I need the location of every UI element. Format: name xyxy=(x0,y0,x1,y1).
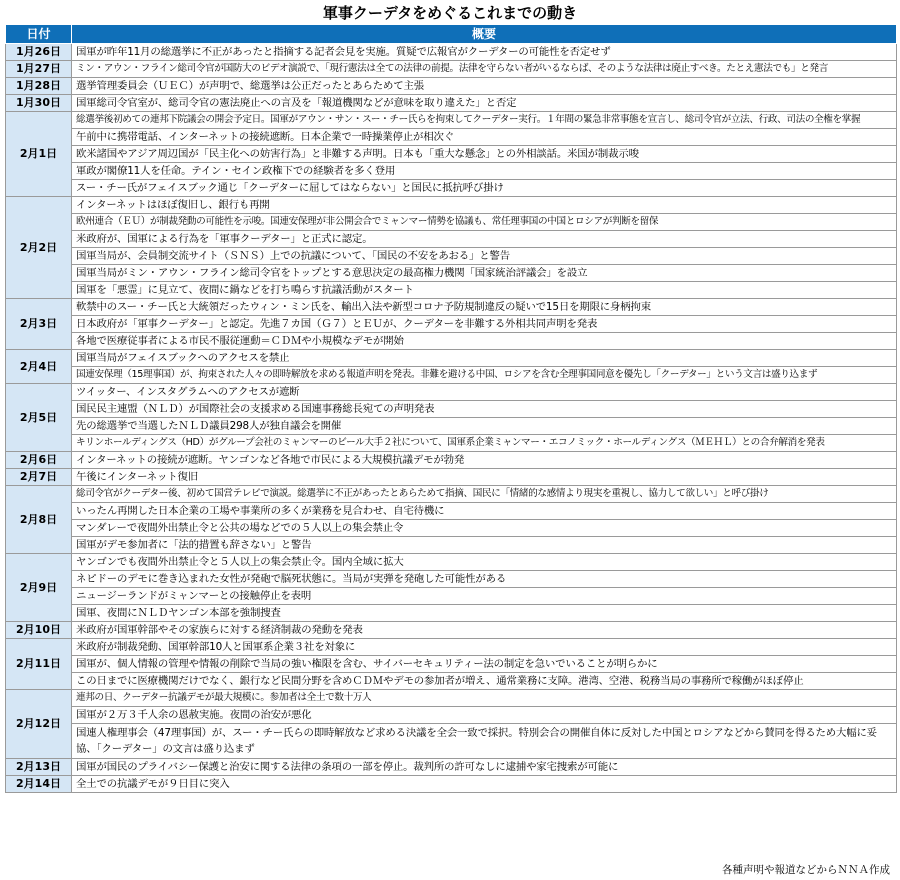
event-cell: 国軍が２万３千人余の恩赦実施。夜間の治安が悪化 xyxy=(72,707,897,724)
event-cell: 国軍総司令官室が、総司令官の憲法廃止への言及を「報道機関などが意味を取り違えた」と否定 xyxy=(72,95,897,112)
event-cell: 米政府が制裁発動、国軍幹部10人と国軍系企業３社を対象に xyxy=(72,639,897,656)
event-cell: 午後にインターネット復旧 xyxy=(72,469,897,486)
table-row xyxy=(6,333,897,350)
date-cell: 2月9日 xyxy=(6,554,72,622)
event-cell: インターネットはほぼ復旧し、銀行も再開 xyxy=(72,197,897,214)
date-column-header: 日付 xyxy=(6,25,72,44)
table-row xyxy=(6,367,897,384)
table-row xyxy=(6,248,897,265)
event-cell: キリンホールディングス（HD）がグループ会社のミャンマーのビール大手２社について、国軍系企業ミャンマー・エコノミック・ホールディングス（ＭＥＨＬ）との合弁解消を発表 xyxy=(72,435,897,452)
date-cell: 2月4日 xyxy=(6,350,72,384)
date-cell: 2月14日 xyxy=(6,776,72,793)
event-cell: 国連人権理事会（47理事国）が、スー・チー氏らの即時解放など求める決議を全会一致で採択。特別会合の開催自体に反対した中国とロシアなどから賛同を得るため大幅に妥協、「クーデター」の文言は盛り込まず xyxy=(72,724,897,759)
event-cell: 総司令官がクーデター後、初めて国営テレビで演説。総選挙に不正があったとあらためて指摘、国民に「情緒的な感情より現実を重視し、協力して欲しい」と呼び掛け xyxy=(72,486,897,503)
table-row xyxy=(6,759,897,776)
page-title: 軍事クーデタをめぐるこれまでの動き xyxy=(322,4,578,22)
table-row xyxy=(6,163,897,180)
table-row xyxy=(6,282,897,299)
event-cell: 米政府が国軍幹部やその家族らに対する経済制裁の発動を発表 xyxy=(72,622,897,639)
event-cell: 全土での抗議デモが９日目に突入 xyxy=(72,776,897,793)
event-cell: 先の総選挙で当選したＮＬＤ議員298人が独自議会を開催 xyxy=(72,418,897,435)
table-row xyxy=(6,503,897,520)
event-cell: 米政府が、国軍による行為を「軍事クーデター」と正式に認定。 xyxy=(72,231,897,248)
date-cell: 2月2日 xyxy=(6,197,72,299)
event-cell: 軟禁中のスー・チー氏と大統領だったウィン・ミン氏を、輸出入法や新型コロナ予防規制違反の疑いで15日を期限に身柄拘束 xyxy=(72,299,897,316)
table-row xyxy=(6,214,897,231)
timeline-body xyxy=(6,44,897,793)
table-row xyxy=(6,299,897,316)
event-cell: 各地で医療従事者による市民不服従運動＝ＣＤＭや小規模なデモが開始 xyxy=(72,333,897,350)
event-cell: 欧米諸国やアジア周辺国が「民主化への妨害行為」と非難する声明。日本も「重大な懸念」との外相談話。米国が制裁示唆 xyxy=(72,146,897,163)
date-cell: 1月28日 xyxy=(6,78,72,95)
event-cell: 総選挙後初めての連邦下院議会の開会予定日。国軍がアウン・サン・スー・チー氏らを拘束してクーデター実行。１年間の緊急非常事態を宣言し、総司令官が立法、行政、司法の全権を掌握 xyxy=(72,112,897,129)
event-cell: ヤンゴンでも夜間外出禁止令と５人以上の集会禁止令。国内全域に拡大 xyxy=(72,554,897,571)
table-row xyxy=(6,146,897,163)
table-row xyxy=(6,78,897,95)
date-cell: 2月8日 xyxy=(6,486,72,554)
event-cell: 連邦の日、クーデター抗議デモが最大規模に。参加者は全土で数十万人 xyxy=(72,690,897,707)
table-row xyxy=(6,384,897,401)
table-row xyxy=(6,520,897,537)
table-row xyxy=(6,707,897,724)
date-cell: 2月6日 xyxy=(6,452,72,469)
event-cell: 国軍当局が、会員制交流サイト（ＳＮＳ）上での抗議について、「国民の不安をあおる」と警告 xyxy=(72,248,897,265)
date-cell: 2月5日 xyxy=(6,384,72,452)
event-cell: 国民民主連盟（ＮＬＤ）が国際社会の支援求める国連事務総長宛ての声明発表 xyxy=(72,401,897,418)
date-cell: 2月10日 xyxy=(6,622,72,639)
event-cell: インターネットの接続が遮断。ヤンゴンなど各地で市民による大規模抗議デモが勃発 xyxy=(72,452,897,469)
event-cell: スー・チー氏がフェイスブック通じ「クーデターに屈してはならない」と国民に抵抗呼び掛け xyxy=(72,180,897,197)
table-row xyxy=(6,401,897,418)
event-cell: ニュージーランドがミャンマーとの接触停止を表明 xyxy=(72,588,897,605)
table-row xyxy=(6,486,897,503)
source-note: 各種声明や報道などからＮＮＡ作成 xyxy=(722,864,890,876)
table-row xyxy=(6,469,897,486)
event-cell: 国軍が国民のプライバシー保護と治安に関する法律の条項の一部を停止。裁判所の許可なしに逮捕や家宅捜索が可能に xyxy=(72,759,897,776)
table-row xyxy=(6,197,897,214)
table-row xyxy=(6,435,897,452)
event-cell: 国軍がデモ参加者に「法的措置も辞さない」と警告 xyxy=(72,537,897,554)
date-cell: 2月12日 xyxy=(6,690,72,759)
table-row xyxy=(6,554,897,571)
table-row xyxy=(6,316,897,333)
date-cell: 2月3日 xyxy=(6,299,72,350)
table-row xyxy=(6,656,897,673)
table-row xyxy=(6,61,897,78)
table-row xyxy=(6,180,897,197)
table-row xyxy=(6,673,897,690)
event-cell: 選挙管理委員会（ＵＥＣ）が声明で、総選挙は公正だったとあらためて主張 xyxy=(72,78,897,95)
table-row xyxy=(6,95,897,112)
timeline-table xyxy=(5,24,897,793)
event-cell: 国軍当局がフェイスブックへのアクセスを禁止 xyxy=(72,350,897,367)
summary-column-header: 概要 xyxy=(72,25,897,44)
date-cell: 2月7日 xyxy=(6,469,72,486)
table-row xyxy=(6,129,897,146)
event-cell: 国軍が昨年11月の総選挙に不正があったと指摘する記者会見を実施。質疑で広報官がクーデターの可能性を否定せず xyxy=(72,44,897,61)
table-row xyxy=(6,112,897,129)
event-cell: 国軍当局がミン・アウン・フライン総司令官をトップとする意思決定の最高権力機関「国家統治評議会」を設立 xyxy=(72,265,897,282)
event-cell: 日本政府が「軍事クーデター」と認定。先進７カ国（Ｇ７）とＥＵが、クーデターを非難する外相共同声明を発表 xyxy=(72,316,897,333)
table-row xyxy=(6,588,897,605)
date-cell: 1月27日 xyxy=(6,61,72,78)
event-cell: ミン・アウン・フライン総司令官が国防大のビデオ演説で、「現行憲法は全ての法律の前提。法律を守らない者がいるならば、そのような法律は廃止すべき。たとえ憲法でも」と発言 xyxy=(72,61,897,78)
table-row xyxy=(6,605,897,622)
event-cell: 欧州連合（ＥＵ）が制裁発動の可能性を示唆。国連安保理が非公開会合でミャンマー情勢を協議も、常任理事国の中国とロシアが判断を留保 xyxy=(72,214,897,231)
table-row xyxy=(6,639,897,656)
date-cell: 1月26日 xyxy=(6,44,72,61)
event-cell: ネピドーのデモに巻き込まれた女性が発砲で脳死状態に。当局が実弾を発砲した可能性がある xyxy=(72,571,897,588)
event-cell: 国軍を「悪霊」に見立て、夜間に鍋などを打ち鳴らす抗議活動がスタート xyxy=(72,282,897,299)
event-cell: ツイッター、インスタグラムへのアクセスが遮断 xyxy=(72,384,897,401)
table-row xyxy=(6,622,897,639)
event-cell: 国軍、夜間にＮＬＤヤンゴン本部を強制捜査 xyxy=(72,605,897,622)
date-cell: 1月30日 xyxy=(6,95,72,112)
table-row xyxy=(6,571,897,588)
table-row xyxy=(6,537,897,554)
table-row xyxy=(6,44,897,61)
table-row xyxy=(6,265,897,282)
event-cell: 国連安保理（15理事国）が、拘束された人々の即時解放を求める報道声明を発表。非難を避ける中国、ロシアを含む全理事国同意を優先し「クーデター」という文言は盛り込まず xyxy=(72,367,897,384)
table-row xyxy=(6,724,897,759)
header-row xyxy=(6,25,897,44)
date-cell: 2月13日 xyxy=(6,759,72,776)
table-row xyxy=(6,452,897,469)
event-cell: マンダレーで夜間外出禁止令と公共の場などでの５人以上の集会禁止令 xyxy=(72,520,897,537)
event-cell: 軍政が閣僚11人を任命。テイン・セイン政権下での経験者を多く登用 xyxy=(72,163,897,180)
event-cell: 午前中に携帯電話、インターネットの接続遮断。日本企業で一時操業停止が相次ぐ xyxy=(72,129,897,146)
event-cell: 国軍が、個人情報の管理や情報の削除で当局の強い権限を含む、サイバーセキュリティー法の制定を急いでいることが明らかに xyxy=(72,656,897,673)
event-cell: この日までに医療機関だけでなく、銀行など民間分野を含めＣＤＭやデモの参加者が増え、通常業務に支障。港湾、空港、税務当局の事務所で稼働がほぼ停止 xyxy=(72,673,897,690)
date-cell: 2月1日 xyxy=(6,112,72,197)
table-row xyxy=(6,776,897,793)
table-row xyxy=(6,690,897,707)
date-cell: 2月11日 xyxy=(6,639,72,690)
table-row xyxy=(6,418,897,435)
table-row xyxy=(6,231,897,248)
table-row xyxy=(6,350,897,367)
event-cell: いったん再開した日本企業の工場や事業所の多くが業務を見合わせ、自宅待機に xyxy=(72,503,897,520)
